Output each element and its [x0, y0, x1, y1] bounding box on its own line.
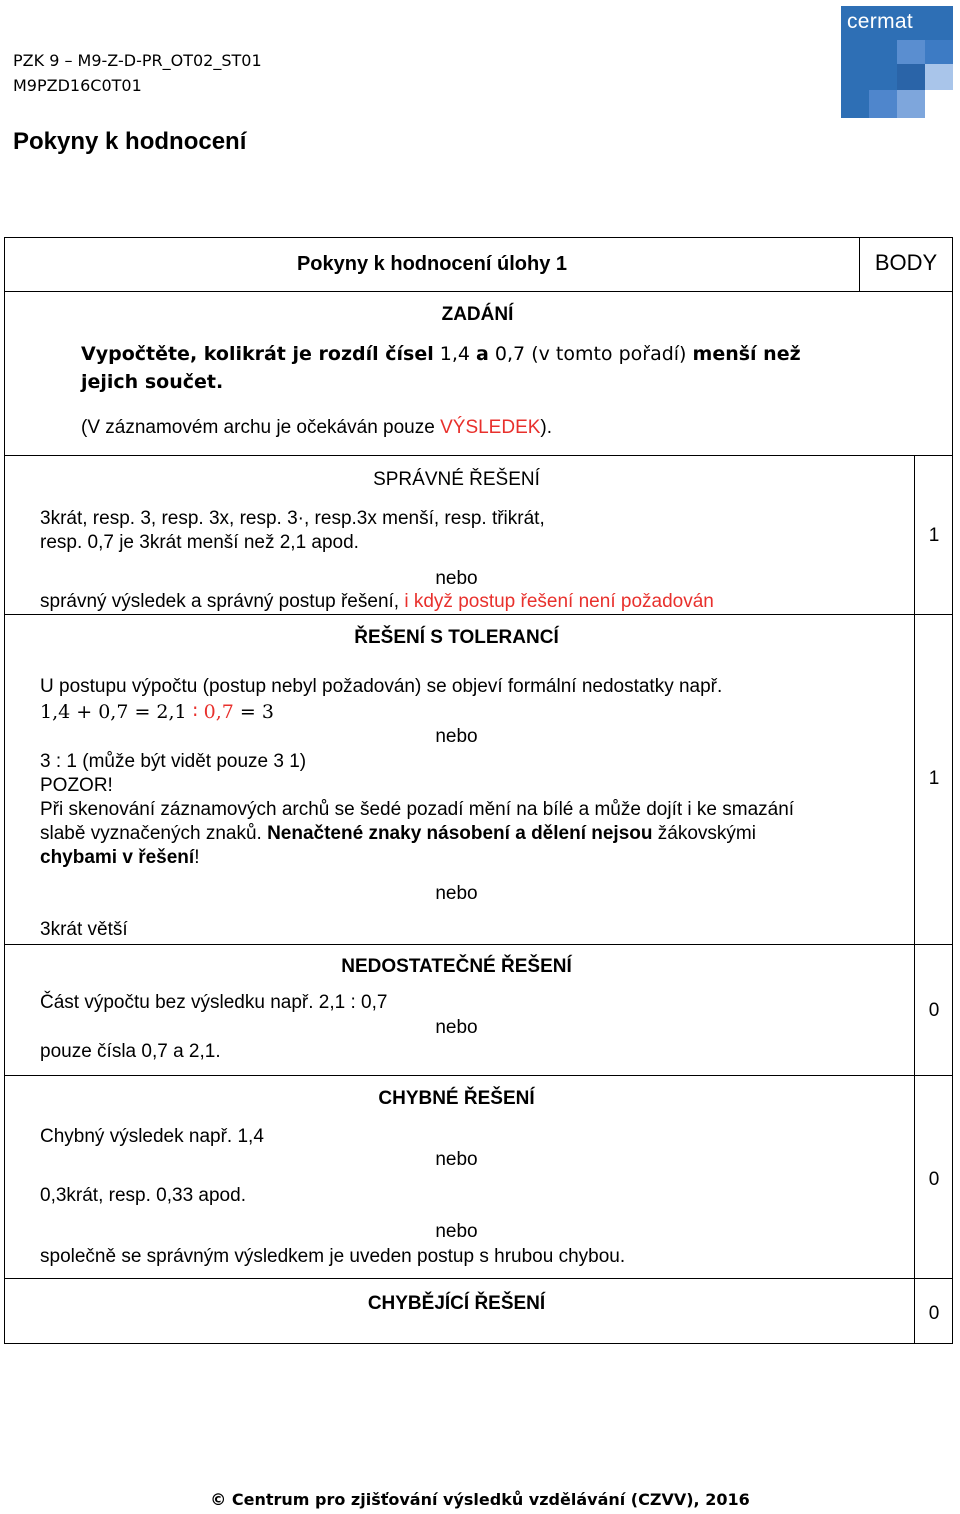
- missing-points: 0: [928, 1303, 940, 1324]
- insufficient-heading: NEDOSTATEČNÉ ŘEŠENÍ: [341, 956, 572, 977]
- assignment-heading: ZADÁNÍ: [441, 304, 514, 325]
- tolerance-math: 1,4 + 0,7 = 2,1 ∶ 0,7 = 3: [40, 701, 274, 723]
- wrong-heading: CHYBNÉ ŘEŠENÍ: [378, 1088, 535, 1109]
- insufficient-points: 0: [928, 1000, 940, 1021]
- tolerance-points: 1: [928, 768, 940, 789]
- tolerance-or2: nebo: [435, 883, 478, 904]
- tolerance-line5: slabě vyznačených znaků. Nenačtené znaky násobení a dělení nejsou žákovskými: [40, 823, 756, 844]
- correct-line2: resp. 0,7 je 3krát menší než 2,1 apod.: [40, 532, 359, 553]
- assignment-note: (V záznamovém archu je očekáván pouze VÝSLEDEK).: [81, 417, 553, 438]
- footer-copyright: © Centrum pro zjišťování výsledků vzdělávání (CZVV), 2016: [210, 1490, 750, 1509]
- cermat-logo: [841, 6, 953, 118]
- tolerance-line1: U postupu výpočtu (postup nebyl požadován) se objeví formální nedostatky např.: [40, 676, 723, 697]
- document-id: M9PZD16C0T01: [13, 76, 142, 95]
- assignment-text-line2: jejich součet.: [81, 371, 224, 393]
- insufficient-line2: pouze čísla 0,7 a 2,1.: [40, 1041, 221, 1062]
- tolerance-line6: chybami v řešení!: [40, 847, 200, 868]
- tolerance-line7: 3krát větší: [40, 919, 128, 940]
- correct-line1: 3krát, resp. 3, resp. 3x, resp. 3·, resp.3x menší, resp. třikrát,: [40, 508, 545, 529]
- document-code: PZK 9 – M9-Z-D-PR_OT02_ST01: [13, 51, 262, 70]
- wrong-or1: nebo: [435, 1149, 478, 1170]
- wrong-line1: Chybný výsledek např. 1,4: [40, 1126, 264, 1147]
- points-header: BODY: [874, 250, 938, 275]
- grading-table: [4, 237, 953, 1344]
- task-title: Pokyny k hodnocení úlohy 1: [296, 253, 568, 275]
- correct-or: nebo: [435, 568, 478, 589]
- tolerance-line3: POZOR!: [40, 775, 113, 796]
- wrong-line3: společně se správným výsledkem je uveden postup s hrubou chybou.: [40, 1246, 626, 1267]
- tolerance-line2: 3 : 1 (může být vidět pouze 3 1): [40, 751, 307, 772]
- correct-heading: SPRÁVNÉ ŘEŠENÍ: [373, 469, 540, 490]
- page-title: Pokyny k hodnocení: [13, 128, 247, 155]
- tolerance-line4: Při skenování záznamových archů se šedé pozadí mění na bílé a může dojít i ke smazání: [40, 799, 795, 820]
- tolerance-heading: ŘEŠENÍ S TOLERANCÍ: [354, 627, 559, 648]
- assignment-text-line1: Vypočtěte, kolikrát je rozdíl čísel 1,4 a 0,7 (v tomto pořadí) menší než: [81, 343, 801, 365]
- wrong-or2: nebo: [435, 1221, 478, 1242]
- insufficient-line1: Část výpočtu bez výsledku např. 2,1 : 0,7: [40, 992, 388, 1013]
- missing-heading: CHYBĚJÍCÍ ŘEŠENÍ: [367, 1293, 546, 1314]
- correct-points: 1: [928, 525, 940, 546]
- wrong-line2: 0,3krát, resp. 0,33 apod.: [40, 1185, 246, 1206]
- tolerance-or1: nebo: [435, 726, 478, 747]
- logo-text: cermat: [847, 10, 913, 33]
- correct-line3: správný výsledek a správný postup řešení, i když postup řešení není požadován: [40, 591, 714, 612]
- wrong-points: 0: [928, 1169, 940, 1190]
- insufficient-or: nebo: [435, 1017, 478, 1038]
